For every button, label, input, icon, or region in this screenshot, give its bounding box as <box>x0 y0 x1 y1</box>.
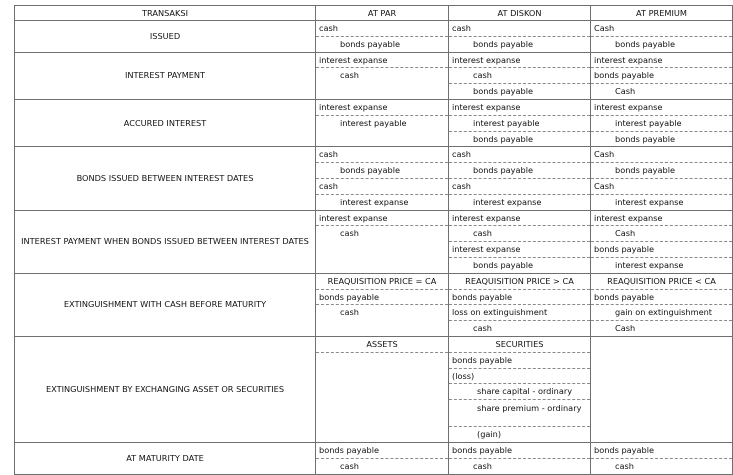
entry-line: cash <box>615 460 634 471</box>
entry-line: bonds payable <box>316 443 448 459</box>
entry-line: interest expanse <box>316 53 448 69</box>
entry-line: cash <box>473 460 492 471</box>
entry-line: interest expanse <box>449 100 590 116</box>
empty-cell <box>591 336 733 442</box>
condition-label: REAQUISITION PRICE > CA <box>449 274 590 290</box>
entry-line: interest expanse <box>449 242 590 258</box>
entry-line: cash <box>340 70 359 81</box>
entry-line: cash <box>340 307 359 318</box>
at-premium-cell <box>591 52 733 99</box>
at-diskon-cell <box>449 442 591 474</box>
entry-line: bonds payable <box>449 443 590 459</box>
table-row <box>15 147 733 210</box>
entry-line: (gain) <box>477 429 502 440</box>
transaction-label: BONDS ISSUED BETWEEN INTEREST DATES <box>15 147 316 210</box>
header-at-diskon: AT DISKON <box>449 6 591 21</box>
entry-line: bonds payable <box>316 163 448 179</box>
entry-line: cash <box>340 460 359 471</box>
at-par-cell <box>316 147 449 210</box>
entry-line: cash <box>449 226 590 242</box>
entry-line: cash <box>473 323 492 334</box>
entry-line: interest expanse <box>449 53 590 69</box>
entry-line: bonds payable <box>449 290 590 306</box>
entry-line: cash <box>316 147 448 163</box>
entry-line: interest expanse <box>615 196 684 207</box>
entry-line: bonds payable <box>591 290 732 306</box>
at-premium-cell <box>591 99 733 146</box>
table-row <box>15 99 733 146</box>
entry-line: interest expanse <box>615 259 684 270</box>
entry-line: bonds payable <box>615 38 676 49</box>
transaction-label: EXTINGUISHMENT WITH CASH BEFORE MATURITY <box>15 273 316 336</box>
condition-label: REAQUISITION PRICE < CA <box>591 274 732 290</box>
entry-line: cash <box>340 228 359 239</box>
entry-line: Cash <box>591 147 732 163</box>
entry-line: gain on extinguishment <box>591 305 732 321</box>
assets-cell <box>316 336 449 442</box>
transaction-label: INTEREST PAYMENT WHEN BONDS ISSUED BETWEEN INTEREST DATES <box>15 210 316 273</box>
at-par-cell <box>316 442 449 474</box>
assets-header: ASSETS <box>316 337 448 353</box>
at-premium-cell <box>591 21 733 53</box>
entry-line: Cash <box>615 323 636 334</box>
entry-line: bonds payable <box>615 133 676 144</box>
at-diskon-cell <box>449 52 591 99</box>
at-premium-cell <box>591 147 733 210</box>
entry-line: Cash <box>591 179 732 195</box>
at-premium-cell <box>591 273 733 336</box>
entry-line: cash <box>449 21 590 37</box>
entry-line: cash <box>449 147 590 163</box>
entry-line: bonds payable <box>449 163 590 179</box>
entry-line: interest expanse <box>591 211 732 227</box>
header-row <box>15 6 733 21</box>
entry-line: interest payable <box>340 117 407 128</box>
entry-line: interest payable <box>449 116 590 132</box>
at-premium-cell <box>591 210 733 273</box>
entry-line: interest expanse <box>473 196 542 207</box>
header-at-par: AT PAR <box>316 6 449 21</box>
entry-line: cash <box>316 179 448 195</box>
entry-line: Cash <box>591 226 732 242</box>
at-diskon-cell <box>449 210 591 273</box>
entry-line: interest expanse <box>316 211 448 227</box>
transaction-label: ISSUED <box>15 21 316 53</box>
at-par-cell <box>316 99 449 146</box>
at-diskon-cell <box>449 99 591 146</box>
entry-line: Cash <box>591 21 732 37</box>
header-at-premium: AT PREMIUM <box>591 6 733 21</box>
table-row <box>15 52 733 99</box>
condition-label: REAQUISITION PRICE = CA <box>316 274 448 290</box>
entry-line: interest expanse <box>340 196 409 207</box>
header-transaksi: TRANSAKSI <box>15 6 316 21</box>
transaction-label: AT MATURITY DATE <box>15 442 316 474</box>
table-row <box>15 442 733 474</box>
at-diskon-cell <box>449 273 591 336</box>
transaction-label: ACCURED INTEREST <box>15 99 316 146</box>
table-row <box>15 21 733 53</box>
transaction-label: EXTINGUISHMENT BY EXCHANGING ASSET OR SECURITIES <box>15 336 316 442</box>
entry-line: cash <box>449 179 590 195</box>
entry-line: interest expanse <box>591 53 732 69</box>
entry-line: bonds payable <box>591 163 732 179</box>
at-par-cell <box>316 21 449 53</box>
entry-line: bonds payable <box>340 38 401 49</box>
entry-line: interest payable <box>591 116 732 132</box>
entry-line: Cash <box>615 86 636 97</box>
table-row <box>15 336 733 442</box>
entry-line: share premium - ordinary <box>449 400 590 427</box>
table-row <box>15 273 733 336</box>
entry-line: bonds payable <box>473 86 534 97</box>
entry-line: bonds payable <box>449 353 590 369</box>
securities-cell <box>449 336 591 442</box>
journal-entries-table <box>14 5 733 475</box>
at-premium-cell <box>591 442 733 474</box>
entry-line: bonds payable <box>591 242 732 258</box>
entry-line: bonds payable <box>473 38 534 49</box>
at-par-cell <box>316 273 449 336</box>
entry-line: loss on extinguishment <box>449 305 590 321</box>
entry-line: interest expanse <box>449 211 590 227</box>
entry-line: interest expanse <box>591 100 732 116</box>
entry-line: bonds payable <box>316 290 448 306</box>
at-diskon-cell <box>449 21 591 53</box>
entry-line: bonds payable <box>591 68 732 84</box>
entry-line: interest expanse <box>316 100 448 116</box>
securities-header: SECURITIES <box>449 337 590 353</box>
at-par-cell <box>316 52 449 99</box>
at-par-cell <box>316 210 449 273</box>
entry-line: cash <box>316 21 448 37</box>
entry-line: cash <box>449 68 590 84</box>
at-diskon-cell <box>449 147 591 210</box>
entry-line: bonds payable <box>473 259 534 270</box>
table-row <box>15 210 733 273</box>
entry-line: (loss) <box>449 369 590 385</box>
entry-line: bonds payable <box>591 443 732 459</box>
entry-line: bonds payable <box>473 133 534 144</box>
entry-line: share capital - ordinary <box>449 384 590 400</box>
transaction-label: INTEREST PAYMENT <box>15 52 316 99</box>
